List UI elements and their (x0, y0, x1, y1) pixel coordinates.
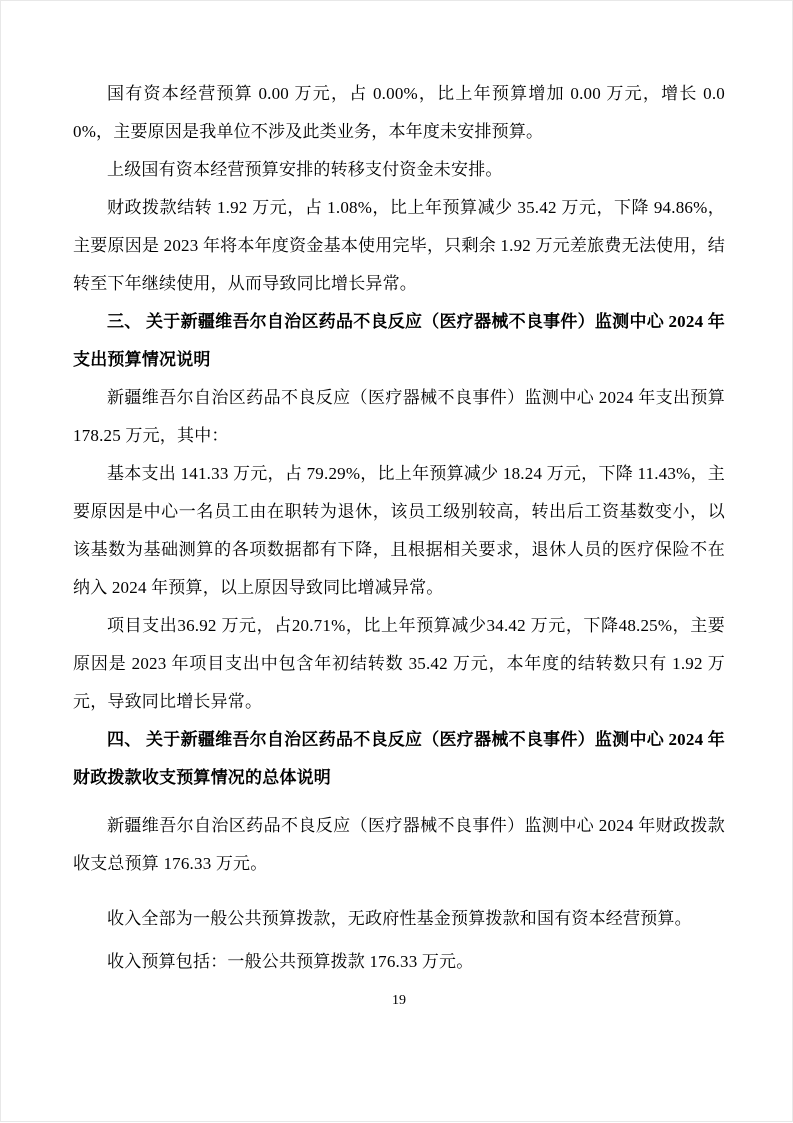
page-number: 19 (392, 993, 406, 1008)
section-heading-4-fiscal-appropriation: 四、 关于新疆维吾尔自治区药品不良反应（医疗器械不良事件）监测中心 2024 年财政拨款收支预算情况的总体说明 (73, 730, 725, 787)
paragraph-basic-expenditure: 基本支出 141.33 万元，占 79.29%，比上年预算减少 18.24 万元，下降 11.43%，主要原因是中心一名员工由在职转为退休，该员工级别较高，转出后工资基数变小，以该基数为基础测算的各项数据都有下降，且根据相关要求，退休人员的医疗保险不在纳入 2024 年预算，以上原因导致同比增减异常。 (73, 464, 725, 597)
paragraph-income-budget-includes: 收入预算包括：一般公共预算拨款 176.33 万元。 (107, 952, 474, 971)
paragraph-fiscal-total-budget: 新疆维吾尔自治区药品不良反应（医疗器械不良事件）监测中心 2024 年财政拨款收支总预算 176.33 万元。 (73, 816, 725, 873)
paragraph-state-capital-budget: 国有资本经营预算 0.00 万元，占 0.00%，比上年预算增加 0.00 万元，增长 0.00%，主要原因是我单位不涉及此类业务，本年度未安排预算。 (73, 84, 725, 141)
page-body (1, 1, 793, 1123)
paragraph-carryover-funds: 财政拨款结转 1.92 万元，占 1.08%，比上年预算减少 35.42 万元，下降 94.86%，主要原因是 2023 年将本年度资金基本使用完毕，只剩余 1.92 万元差旅费无法使用，结转至下年继续使用，从而导致同比增长异常。 (73, 198, 725, 293)
paragraph-expenditure-total: 新疆维吾尔自治区药品不良反应（医疗器械不良事件）监测中心 2024 年支出预算 178.25 万元，其中： (73, 388, 725, 445)
paragraph-income-source: 收入全部为一般公共预算拨款，无政府性基金预算拨款和国有资本经营预算。 (107, 909, 692, 928)
paragraph-project-expenditure: 项目支出36.92 万元，占20.71%，比上年预算减少34.42 万元，下降48.25%，主要原因是 2023 年项目支出中包含年初结转数 35.42 万元，本年度的结转数只有 1.92 万元，导致同比增长异常。 (73, 616, 725, 711)
section-heading-3-expenditure-budget: 三、 关于新疆维吾尔自治区药品不良反应（医疗器械不良事件）监测中心 2024 年支出预算情况说明 (73, 312, 725, 369)
paragraph-superior-transfer: 上级国有资本经营预算安排的转移支付资金未安排。 (107, 160, 503, 179)
